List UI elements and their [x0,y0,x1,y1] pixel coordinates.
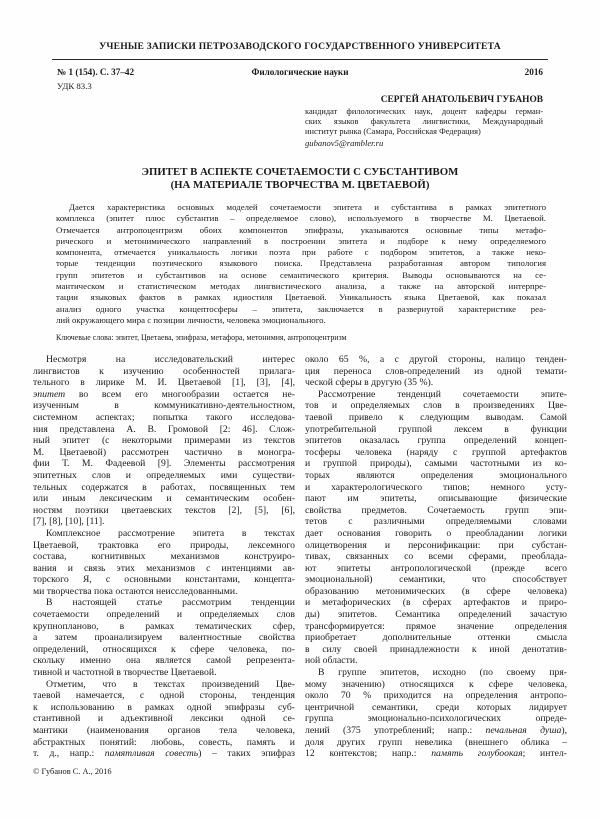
text-line: торского Я, с основными константами, концепта- [33,574,295,586]
text-line: торые тенденции поэтического языкового поиска. Представлена разработанная автором типология [56,258,546,269]
text-line: абстрактных понятий: любовь, совесть, память и [33,736,295,748]
text-line: употребительной группой лексем в функции [305,423,567,435]
text-line: М. Цветаевой) рассмотрен частично в моногра- [33,446,295,458]
text-line: лий окружающего мира с позиции личности, человека эмоционального. [56,314,326,325]
text-line: эпитет во всем его многообразии остается не- [33,388,295,400]
paragraph [56,202,546,326]
text-line: мантическом и статистическом методах лингвистического анализа, а также на авторской интерпре- [56,281,546,292]
text-line: олицетворения и персонификации: при субстан- [305,539,567,551]
text-line: системном аспектах; попытка такого исследова- [33,411,295,423]
text-line: эпитетов оказалась группа определений концеп- [305,435,567,447]
article-title-line1: ЭПИТЕТ В АСПЕКТЕ СОЧЕТАЕМОСТИ С СУБСТАНТИВОМ [141,166,459,178]
abstract-text [56,202,546,326]
text-line: и группой природы), самыми частотными из ко- [305,458,567,470]
text-line: кандидат филологических наук, доцент кафедры герман- [305,107,543,116]
text-line: Отметим, что в текстах произведений Цве- [46,678,295,690]
text-line: а затем проанализируем валентностные свойства [33,632,295,644]
text-line: комплекса (эпитет плюс субстантив – определяемое слово), используемого в творчестве М. Цветаевой. [56,213,546,224]
text-line: доля других групп невелика (внешнего облика – [305,736,567,748]
left-column [33,354,295,760]
text-line: [7], [8], [10], [11]. [33,516,105,528]
text-line: торых являются определения эмоционального [305,469,567,481]
text-line: ной области. [305,655,358,667]
text-line: рического и метонимического направлений в построении эпитета и подборе к нему определяемого [56,235,546,246]
text-line: мантики (наименования органов тела человека, [33,725,295,736]
text-line: таевой привело к следующим выводам. Самой [305,411,567,423]
text-line: Отмечается антропоцентризм обоих компонентов эпифразы, указываются основные типы метафо- [56,224,546,235]
text-line: лений (375 употреблений; напр.: печальная душа), [305,725,568,736]
text-line: тельного в лирике М. И. Цветаевой [1], [3], [4], [33,377,295,389]
text-line: ция переноса слов-определений из одной темати- [305,365,567,377]
text-line: скольку именно она является самой репрезента- [33,655,295,667]
section-label: Филологические науки [251,67,349,77]
year-label: 2016 [524,67,543,77]
text-line: ческой сферы в другую (35 %). [305,377,434,389]
text-line: и характерологического типов; немного усту- [305,481,567,493]
text-line: состава, когнитивных механизмов конструиро- [33,551,295,563]
author-block [305,95,543,148]
text-line: определений, относящихся к сфере человека, по- [33,643,295,655]
text-line: таевой намечается, с одной стороны, тенденция [33,690,295,702]
text-line: трансформируется: прямое значение определения [305,620,567,632]
header-rule [52,59,548,60]
right-column [305,354,567,760]
text-line: эпитетных слов и определяемых ими существи- [33,469,295,481]
text-line: и метафорических (в сферах артефактов и приро- [305,597,567,609]
text-line: групп эпитетов и субстантивов на основе семантического критерия. Выводы основываются на се- [56,269,546,280]
text-line: пают им эпитеты, описывающие физические [305,493,567,505]
author-email: gubanov5@rambler.ru [305,137,384,148]
text-line: т. д., напр.: памятливая совесть) – таких эпифраз [33,748,296,760]
text-line: около 70 % приходится на определения антропо- [305,690,567,702]
text-line: изученным в коммуникативно-деятельностном, [33,400,295,412]
text-line: ских языков факультета лингвистики, Международный [305,116,543,126]
text-line: образованию метонимических (в сфере человека) [305,585,567,597]
text-line: тетов с различными определяемыми словами [305,516,567,528]
text-line: Дается характеристика основных моделей сочетаемости эпитета и субстантива в рамках эпитетного [69,202,546,212]
text-line: группа эмоционально-психологических опреде- [305,713,567,725]
text-line: стантивной и адъективной лексики одной се- [33,713,295,725]
issue-info: № 1 (154). С. 37–42 [57,67,135,77]
text-line: в силу своей принадлежности к иной денотатив- [305,643,567,655]
paragraph [305,667,567,760]
keywords-line: Ключевые слова: эпитет, Цветаева, эпифраза, метафора, метонимия, антропоцентризм [56,333,347,342]
text-line: В настоящей статье рассмотрим тенденции [46,597,295,609]
text-line: приобретает дополнительные оттенки смысла [305,632,567,644]
text-line: центричной семантики, среди которых лидирует [305,701,567,713]
paragraph [33,597,295,678]
text-line: ют эпитеты антропологической (прежде всего [305,562,567,574]
paragraph [33,528,295,598]
text-line: или иным лексическим и семантическим особен- [33,493,295,505]
text-line: Цветаевой, трактовка его природы, лексемного [33,539,295,551]
text-line: к использованию в рамках одной эпифразы суб- [33,701,295,713]
text-line: ния представлена А. В. Громовой [2: 46]. Слож- [33,423,295,435]
text-line: Рассмотрение тенденций сочетаемости эпите- [318,388,567,400]
text-line: ный эпитет (с некоторыми примерами из текстов [33,435,295,447]
text-line: сочетаемости определений и определяемых слов [33,609,295,621]
text-line: Комплексное рассмотрение эпитета в текстах [46,527,295,539]
copyright-note: © Губанов С. А., 2016 [33,767,112,776]
paragraph [305,389,567,667]
text-line: ностям поэтики цветаевских текстов [2], [5], [6], [33,504,295,516]
text-line: тосферы человека (наряду с группой артефактов [305,446,567,458]
article-title [0,166,600,192]
text-line: В группе эпитетов, исходно (по своему пря- [318,667,567,679]
text-line: тивной и частотной в творчестве Цветаевой. [33,667,217,679]
text-line: мому значению) относящихся к сфере человека, [305,678,567,690]
journal-title: УЧЕНЫЕ ЗАПИСКИ ПЕТРОЗАВОДСКОГО ГОСУДАРСТВЕННОГО УНИВЕРСИТЕТА [99,41,501,52]
author-affiliation [305,107,543,137]
author-name: СЕРГЕЙ АНАТОЛЬЕВИЧ ГУБАНОВ [380,95,543,105]
text-line: лингвистов к изучению особенностей прилага- [33,365,295,377]
paragraph [305,107,543,137]
text-line: фии Т. М. Фадеевой [9]. Элементы рассмотрения [33,458,295,470]
paragraph [33,354,295,528]
paragraph [305,354,567,389]
text-line: свойства предметов. Сочетаемость групп эпи- [305,504,567,516]
text-line: крупнопланово, в рамках тематических сфер, [33,620,295,632]
text-line: эмоциональной) семантики, что способствует [305,574,567,586]
text-line: Несмотря на исследовательский интерес [46,354,295,365]
text-line: вания и связь этих механизмов с интенциями ав- [33,562,295,574]
text-line: 12 контекстов; напр.: память голубоокая; интел- [305,748,568,760]
udc-code: УДК 83.3 [57,81,92,91]
text-line: ды) эпитетов. Семантика определений зачастую [305,609,567,621]
text-line: институт рынка (Самара, Российская Федерация) [305,126,481,136]
issue-row [57,67,543,79]
text-line: ми творчества пока остаются неисследованными. [33,585,238,597]
text-line: тации языковых фактов в рамках идиостиля Цветаевой. Уникальность языка Цветаевой, как показал [56,292,546,303]
text-line: дает основания говорить о преобладании логики [305,527,567,539]
text-line: тов и определяемых слов в произведениях Цве- [305,400,567,412]
text-line: анализ одного участка концептосферы – эпитета, заключается в развернутой характеристике реа- [56,303,546,314]
paragraph [33,679,295,760]
text-line: около 65 %, а с другой стороны, налицо тенден- [305,354,567,365]
text-line: тивах, связанных со всеми сферами, преоблада- [305,551,567,563]
text-line: тельных содержатся в работах, посвященных тем [33,481,295,493]
text-line: компонента, отмечается уникальность логики поэта при работе с подбором эпитетов, а также неко- [56,247,546,258]
article-title-line2: (НА МАТЕРИАЛЕ ТВОРЧЕСТВА М. ЦВЕТАЕВОЙ) [170,179,430,191]
